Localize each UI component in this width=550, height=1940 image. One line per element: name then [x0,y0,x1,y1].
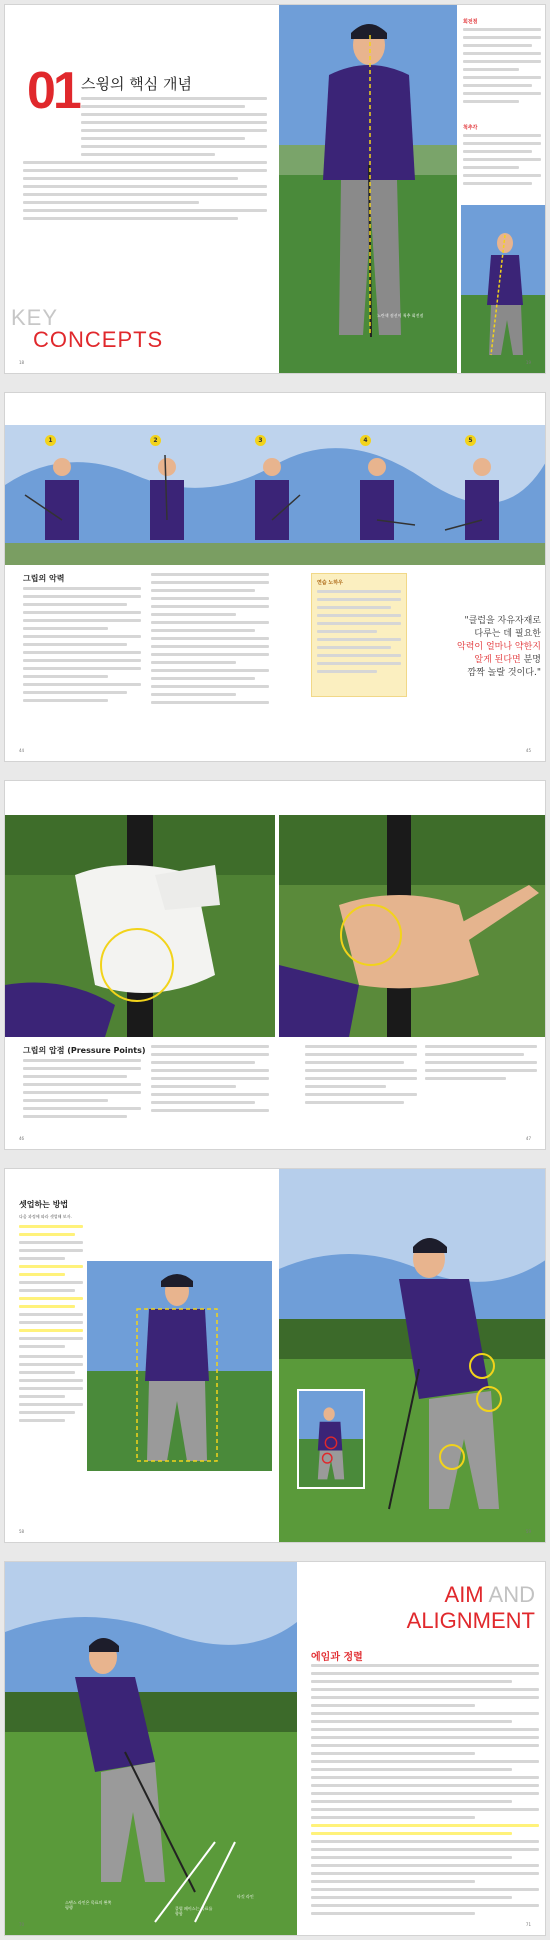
tip-box-title: 연습 노하우 [317,580,343,586]
sequence-badge: 2 [150,435,161,446]
swing-sequence-photo [5,425,546,565]
key-heading-grey: KEY [11,305,59,330]
page-number-left: 58 [19,1529,25,1534]
title-alignment: ALIGNMENT [406,1608,535,1633]
quote-line: 다루는 데 필요한 [474,629,541,639]
alignment-photo [5,1562,297,1936]
quote-line: 깜짝 놀랄 것이다." [467,668,541,678]
section-heading: 그립의 압점 (Pressure Points) [23,1046,146,1055]
practice-tip-box [311,573,407,697]
quote-line: "클럽을 자유자재로 [464,616,541,626]
photo-caption: 노란색 점선이 척추 회전점 [377,313,424,318]
golfer-setup-photo [279,5,457,374]
section-heading: 셋업하는 방법 [19,1200,69,1209]
title-aim: AIM [444,1582,484,1607]
spread-key-concepts [4,4,546,374]
spread-setup [4,1168,546,1543]
title-aim-and [445,1582,535,1608]
quote-highlight: 악력이 얼마나 약한지 [457,642,541,652]
sequence-badge: 4 [360,435,371,446]
spread-aim-alignment [4,1561,546,1936]
body-column [23,1059,141,1123]
page-number-right: 59 [525,1529,531,1534]
body-column [425,1045,537,1085]
gloved-hand-grip-photo [5,815,275,1037]
setup-inset-photo [297,1389,365,1489]
body-column [151,573,269,709]
pull-quote [413,615,541,680]
body-column [23,587,141,707]
spread-grip-pressure [4,392,546,762]
spread-pressure-points [4,780,546,1150]
page-number-left: 44 [19,748,25,753]
page-number-right: 45 [525,748,531,753]
chapter-title: 스윙의 핵심 개념 [81,75,192,93]
swing-side-photo [461,205,546,374]
page-number-left: 18 [19,360,25,365]
sidebar-rotation-point [463,19,541,108]
body-column [305,1045,417,1109]
quote-line: 분명 [523,655,541,665]
callout-clubface: 클럽 페이스는 목표를 향함 [175,1906,213,1916]
sequence-badge: 5 [465,435,476,446]
body-column [19,1355,83,1427]
sidebar-heading: 척추각 [463,125,478,131]
intro-paragraph [81,97,267,161]
chapter-number: 01 [27,62,79,120]
page-number-right: 47 [525,1136,531,1141]
title-and: AND [488,1582,535,1607]
sequence-badge: 3 [255,435,266,446]
page-number-right: 71 [525,1922,531,1927]
body-paragraph [23,161,267,225]
callout-stance-line: 스탠스 라인은 목표의 왼쪽 평행 [65,1900,112,1910]
sidebar-heading: 회전점 [463,19,478,25]
key-heading-red: CONCEPTS [33,327,164,352]
page-number-left: 70 [19,1922,25,1927]
sequence-badge: 1 [45,435,56,446]
page-number-left: 46 [19,1136,25,1141]
callout-target-line: 타깃 라인 [237,1894,254,1899]
section-intro: 다음 과정에 따라 셋업해 보자. [19,1214,72,1219]
section-subtitle: 에임과 정렬 [311,1652,363,1663]
setup-steps [19,1225,83,1353]
body-column [151,1045,269,1117]
sidebar-spine-angle [463,125,541,190]
section-heading: 그립의 악력 [23,574,65,583]
quote-highlight: 알게 된다면 [474,655,521,665]
bare-hand-grip-photo [279,815,546,1037]
body-column [311,1664,539,1920]
front-setup-photo [87,1261,272,1471]
page-number-right: 19 [525,360,531,365]
